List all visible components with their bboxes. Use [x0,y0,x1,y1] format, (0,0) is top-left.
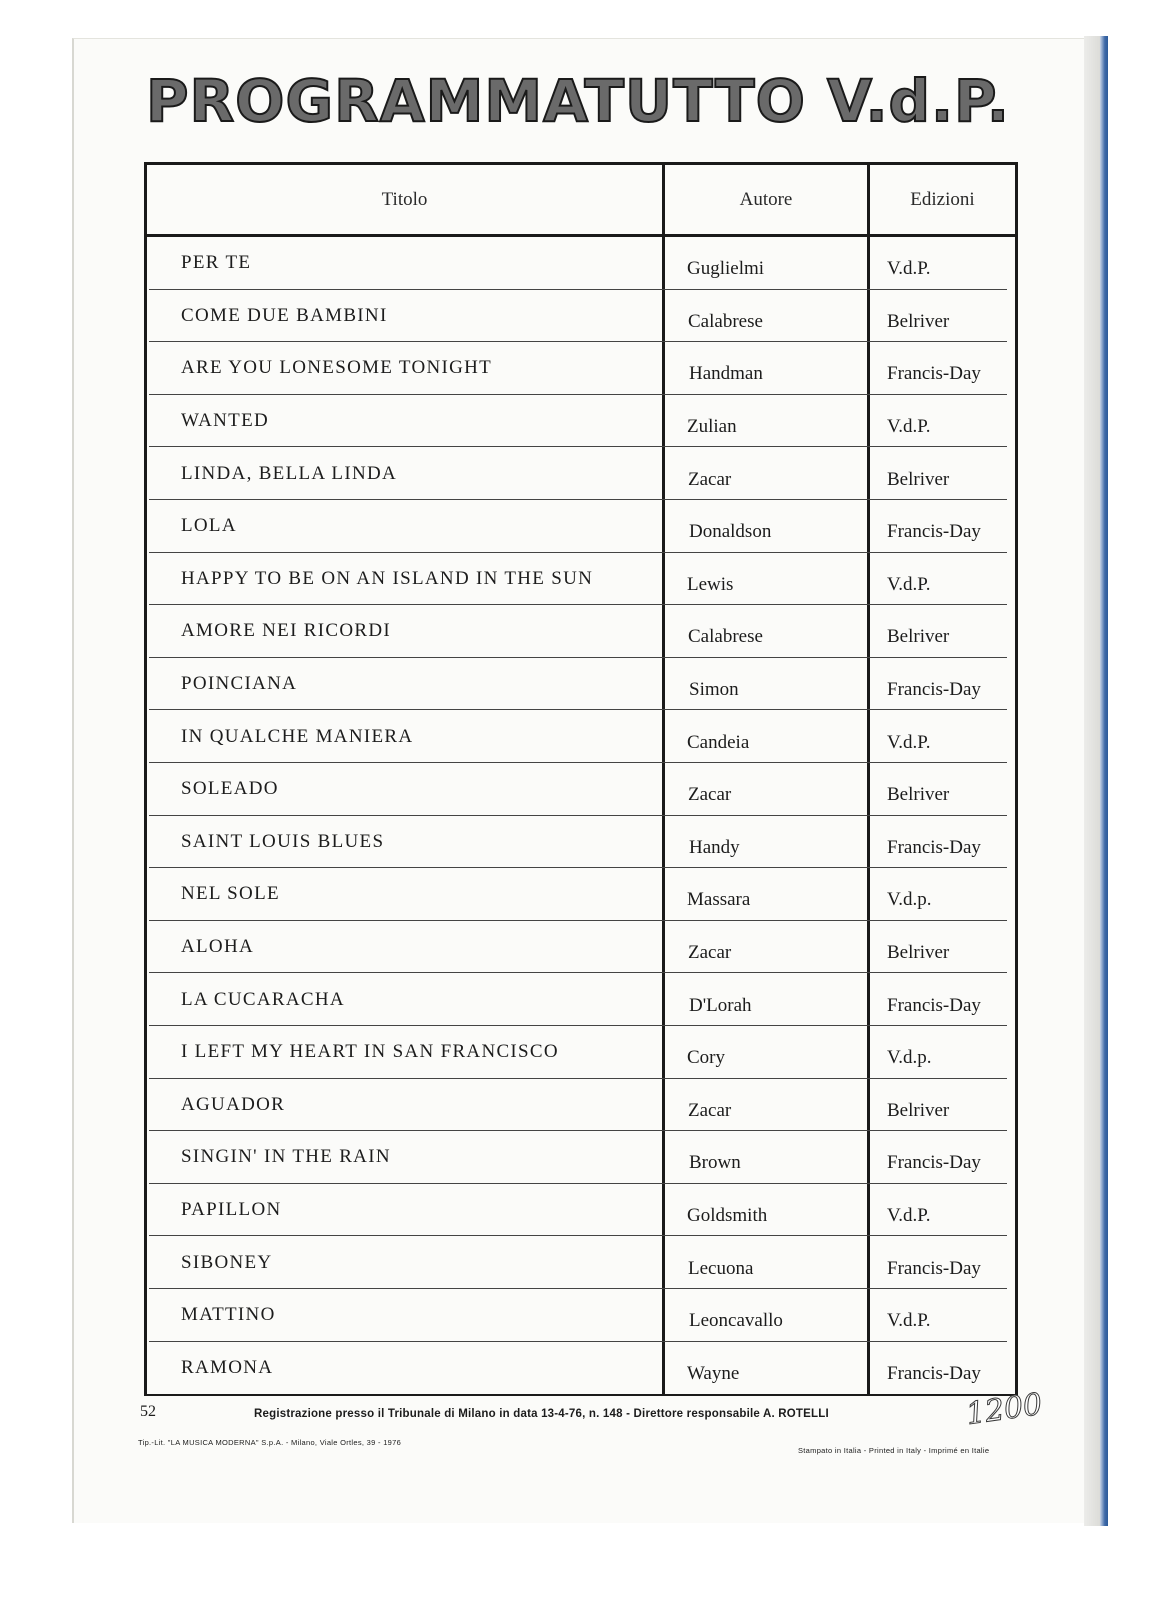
song-edition: Belriver [887,468,950,490]
song-title: HAPPY TO BE ON AN ISLAND IN THE SUN [181,567,594,589]
page-number: 52 [140,1403,156,1420]
table-row [147,973,1015,1026]
song-title: COME DUE BAMBINI [181,304,388,326]
song-author: Candeia [687,731,750,753]
table-row [147,1236,1015,1289]
song-title: ALOHA [181,936,254,958]
song-author: Handman [689,363,763,385]
table-row [147,395,1015,448]
table-row [147,710,1015,763]
table-row [147,342,1015,395]
song-author: Handy [689,836,740,858]
song-edition: V.d.p. [887,889,932,911]
cover-edge [1100,36,1108,1526]
song-title: LINDA, BELLA LINDA [181,462,398,484]
song-author: Leoncavallo [689,1310,783,1332]
song-author: Guglielmi [687,258,765,280]
song-edition: Francis-Day [887,1152,981,1174]
table-row [147,921,1015,974]
song-edition: V.d.P. [887,416,931,438]
song-title: WANTED [181,410,270,432]
song-title: SAINT LOUIS BLUES [181,830,385,852]
song-edition: V.d.P. [887,731,931,753]
song-edition: Belriver [887,942,950,964]
song-author: Calabrese [688,626,763,648]
song-author: Zacar [688,784,732,806]
song-edition: Belriver [887,626,950,648]
song-author: Zulian [687,416,737,438]
song-title: RAMONA [181,1356,274,1378]
song-edition: Francis-Day [887,1362,981,1384]
song-author: Brown [689,1152,741,1174]
table-row [147,605,1015,658]
song-title: ARE YOU LONESOME TONIGHT [181,357,493,379]
song-edition: Francis-Day [887,363,981,385]
song-title: POINCIANA [181,673,298,695]
song-edition: Belriver [887,1099,950,1121]
table-row [147,553,1015,606]
table-row [147,868,1015,921]
song-edition: Francis-Day [887,994,981,1016]
song-title: PER TE [181,252,252,274]
song-author: Goldsmith [687,1205,768,1227]
song-edition: V.d.P. [887,1205,931,1227]
song-title: SOLEADO [181,778,279,800]
song-title: MATTINO [181,1304,276,1326]
song-title: AGUADOR [181,1093,286,1115]
table-row [147,500,1015,553]
song-author: Simon [689,679,739,701]
printed-in-note: Stampato in Italia - Printed in Italy - Imprimé en Italie [798,1446,990,1455]
song-title: LOLA [181,515,237,537]
song-edition: Belriver [887,310,950,332]
header-author: Autore [665,165,867,237]
table-row [147,1342,1015,1395]
song-edition: Belriver [887,784,950,806]
table-row [147,237,1015,290]
song-title: I LEFT MY HEART IN SAN FRANCISCO [181,1041,559,1063]
song-author: Zacar [688,942,732,964]
song-edition: V.d.P. [887,1310,931,1332]
table-row [147,1026,1015,1079]
song-author: Wayne [687,1362,740,1384]
song-edition: V.d.p. [887,1047,932,1069]
song-author: Lecuona [688,1257,754,1279]
song-title: IN QUALCHE MANIERA [181,725,414,747]
song-edition: Francis-Day [887,521,981,543]
song-author: Zacar [688,1099,732,1121]
table-row [147,1131,1015,1184]
song-author: Massara [687,889,751,911]
song-edition: V.d.P. [887,258,931,280]
program-table [144,162,1018,1396]
song-author: Zacar [688,468,732,490]
song-author: Donaldson [689,521,772,543]
printer-note: Tip.-Lit. "LA MUSICA MODERNA" S.p.A. - Milano, Viale Ortles, 39 - 1976 [138,1438,402,1447]
table-row [147,1079,1015,1132]
song-author: Cory [687,1047,725,1069]
song-title: NEL SOLE [181,883,280,905]
song-edition: Francis-Day [887,679,981,701]
table-row [147,1184,1015,1237]
song-author: Calabrese [688,310,763,332]
song-title: LA CUCARACHA [181,988,345,1010]
song-title: AMORE NEI RICORDI [181,620,391,642]
header-title: Titolo [147,165,662,237]
song-edition: Francis-Day [887,1257,981,1279]
page-title: PROGRAMMATUTTO V.d.P. [146,67,1010,135]
table-row [147,447,1015,500]
song-title: SINGIN' IN THE RAIN [181,1146,391,1168]
song-author: Lewis [687,573,734,595]
song-edition: Francis-Day [887,836,981,858]
table-row [147,816,1015,869]
song-edition: V.d.P. [887,573,931,595]
page-edge [1084,36,1100,1526]
registration-note: Registrazione presso il Tribunale di Milano in data 13-4-76, n. 148 - Direttore responsabile A. ROTELLI [254,1408,829,1420]
song-author: D'Lorah [689,994,752,1016]
table-row [147,658,1015,711]
header-edition: Edizioni [870,165,1015,237]
song-title: PAPILLON [181,1199,282,1221]
price-handwritten: 1200 [963,1386,1045,1433]
song-title: SIBONEY [181,1251,273,1273]
table-row [147,1289,1015,1342]
table-row [147,290,1015,343]
table-row [147,763,1015,816]
